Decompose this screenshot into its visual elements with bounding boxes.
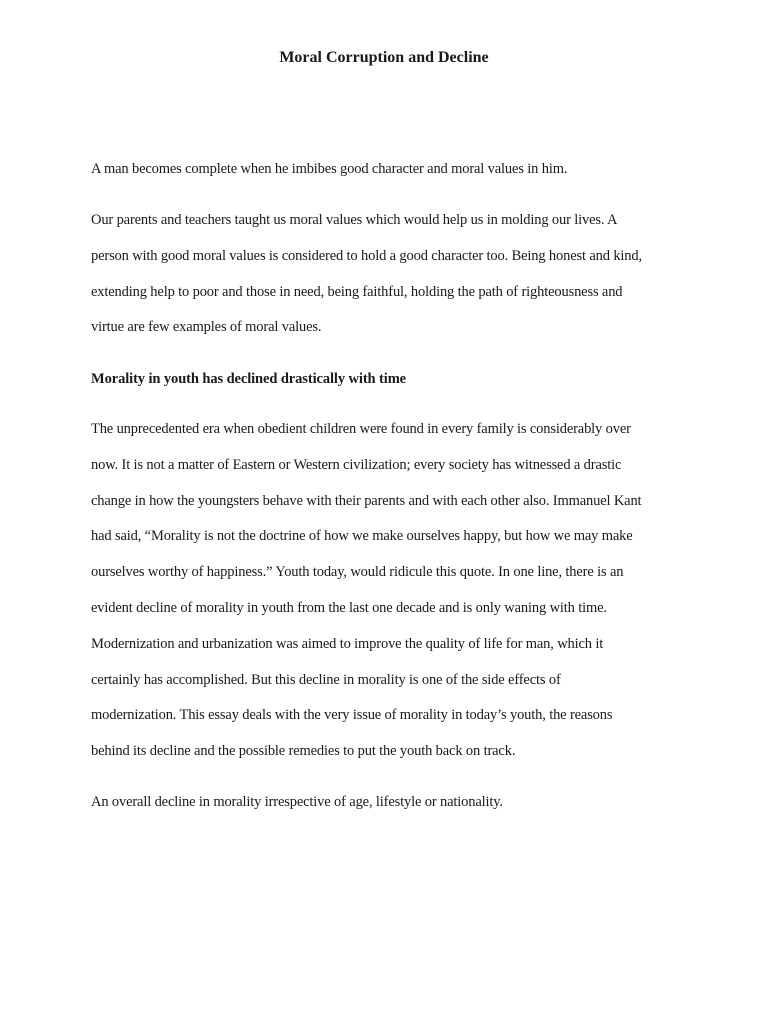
paragraph-line: change in how the youngsters behave with their parents and with each other also. Immanuel Kant bbox=[91, 492, 642, 509]
paragraph-line: virtue are few examples of moral values. bbox=[91, 319, 322, 336]
paragraph-line: now. It is not a matter of Eastern or Western civilization; every society has witnessed a drastic bbox=[91, 456, 622, 473]
paragraph-line: extending help to poor and those in need, being faithful, holding the path of righteousness and bbox=[91, 283, 623, 300]
paragraph-line: certainly has accomplished. But this decline in morality is one of the side effects of bbox=[91, 671, 561, 688]
youth-morality-paragraph bbox=[91, 412, 691, 770]
paragraph-line: A man becomes complete when he imbibes good character and moral values in him. bbox=[91, 161, 568, 177]
document-title: Moral Corruption and Decline bbox=[279, 49, 489, 66]
paragraph-line: behind its decline and the possible remedies to put the youth back on track. bbox=[91, 743, 516, 760]
paragraph-line: had said, “Morality is not the doctrine of how we make ourselves happy, but how we may make bbox=[91, 528, 633, 545]
paragraph-line: Modernization and urbanization was aimed to improve the quality of life for man, which it bbox=[91, 635, 604, 652]
paragraph-line: ourselves worthy of happiness.” Youth today, would ridicule this quote. In one line, there is an bbox=[91, 564, 624, 581]
paragraph-line: The unprecedented era when obedient children were found in every family is considerably over bbox=[91, 421, 631, 437]
section-heading: Morality in youth has declined drastically with time bbox=[91, 371, 407, 387]
paragraph-line: modernization. This essay deals with the very issue of morality in today’s youth, the reasons bbox=[91, 707, 613, 724]
moral-values-paragraph bbox=[91, 203, 691, 346]
intro-paragraph bbox=[91, 152, 691, 188]
paragraph-line: evident decline of morality in youth from the last one decade and is only waning with time. bbox=[91, 599, 607, 616]
paragraph-line: Our parents and teachers taught us moral values which would help us in molding our lives. A bbox=[91, 212, 618, 228]
paragraph-line: An overall decline in morality irrespective of age, lifestyle or nationality. bbox=[91, 794, 503, 810]
paragraph-line: person with good moral values is considered to hold a good character too. Being honest and kind, bbox=[91, 247, 642, 264]
closing-paragraph bbox=[91, 785, 691, 821]
